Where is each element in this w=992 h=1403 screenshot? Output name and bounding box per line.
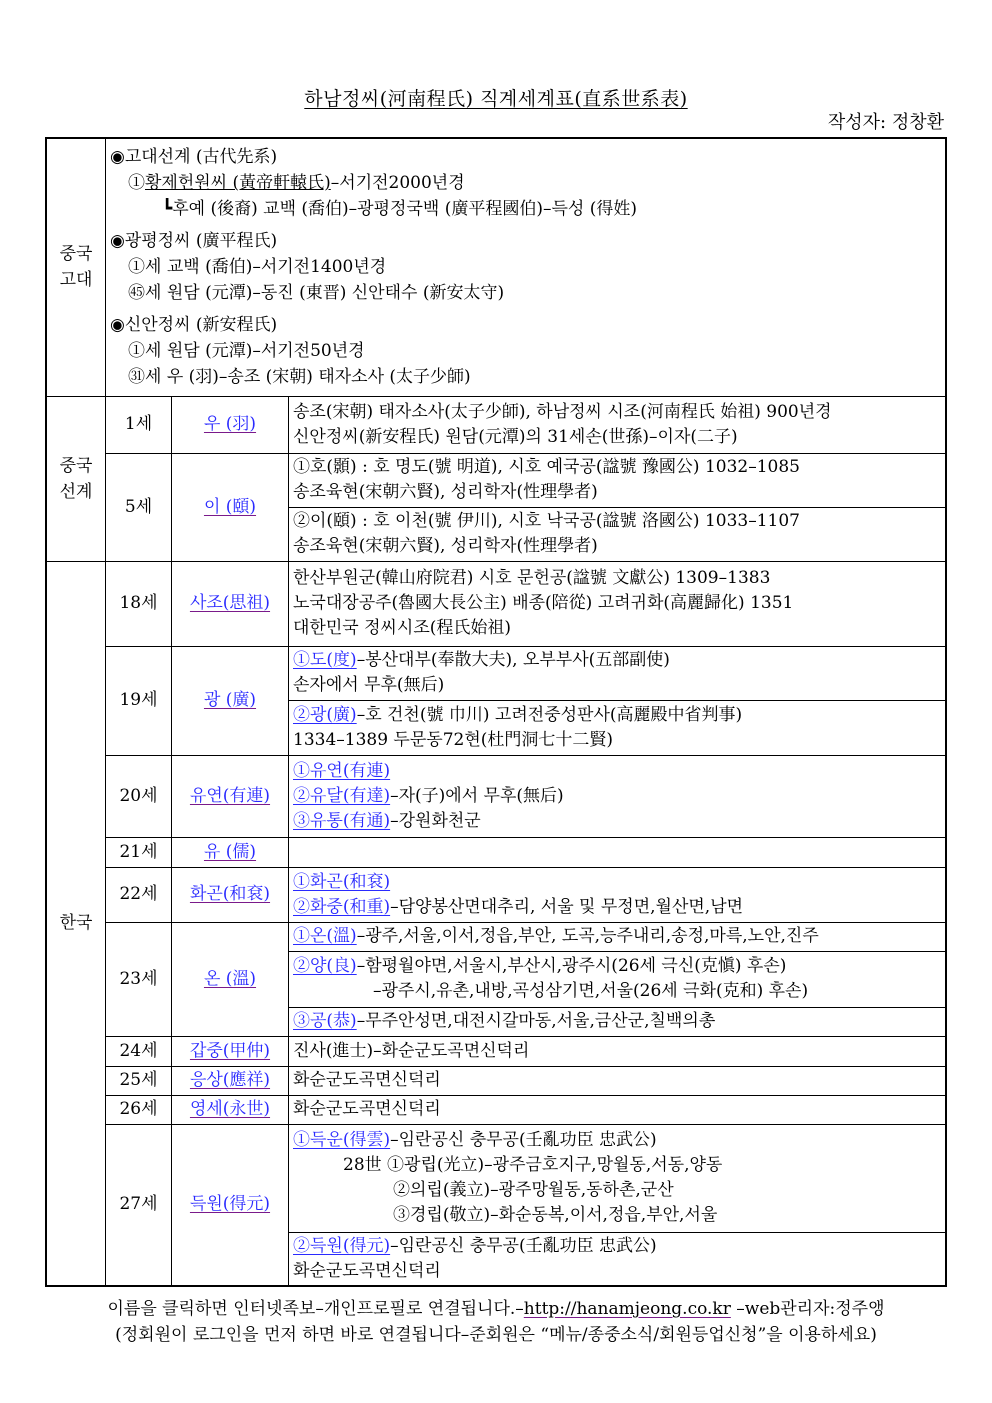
description-text: –강원화천군 [390, 810, 481, 831]
description-text: –무주안성면,대전시갈마동,서울,금산군,칠백의총 [356, 1011, 716, 1031]
description-line [293, 1178, 941, 1203]
generation-row [46, 1066, 946, 1095]
descendant-link[interactable]: ②양(良) [293, 956, 357, 976]
generation-number: 23세 [106, 922, 172, 1036]
ancestor-name-link[interactable]: 갑중(甲仲) [189, 1040, 271, 1061]
ancestor-name-link[interactable]: 유연(有連) [189, 785, 271, 806]
description-line [293, 759, 941, 784]
description-text: 1334–1389 두문동72현(杜門洞七十二賢) [293, 729, 614, 750]
description-text: ①호(顥) : 호 명도(號 明道), 시호 예국공(諡號 豫國公) 1032–1085 [293, 457, 800, 477]
description-text: –함평월야면,서울시,부산시,광주시(26세 극신(克愼) 후손) [356, 956, 787, 976]
description-line [293, 1153, 941, 1178]
generation-row [46, 646, 946, 700]
description-line [293, 616, 941, 641]
generation-number: 20세 [106, 755, 172, 837]
author-label: 작성자: 정창환 [827, 112, 944, 133]
description-line [293, 1259, 941, 1284]
ancestor-name-cell [172, 561, 289, 646]
ancestor-name-cell [172, 646, 289, 755]
ancestor-name-cell [172, 1036, 289, 1066]
description-text: –호 건천(號 巾川) 고려전중성판사(高麗殿中省判事) [356, 704, 743, 725]
description-text: ②의립(義立)–광주망월동,동하촌,군산 [393, 1180, 674, 1200]
description-line [293, 534, 941, 559]
ancestor-name-cell [172, 922, 289, 1036]
ancient-line [110, 254, 941, 280]
footer-admin: –web관리자:정주앵 [730, 1299, 885, 1319]
description-text: 대한민국 정씨시조(程氏始祖) [293, 618, 512, 638]
ancestor-name-link[interactable]: 이 (頤) [203, 496, 257, 517]
description-line [293, 1203, 941, 1228]
description-line [293, 566, 941, 591]
description-cell [289, 1232, 947, 1286]
ancient-lineage-cell [106, 138, 947, 396]
ancestor-name-link[interactable]: 화곤(和袞) [189, 884, 271, 904]
ancestor-name-link[interactable]: 사조(思祖) [189, 593, 271, 613]
line-text: 세 우 (羽)–송조 (宋朝) 태자소사 (太子少師) [145, 367, 471, 388]
line-text: 세 원담 (元潭)–서기전50년경 [145, 341, 365, 362]
description-text: ②이(頤) : 호 이천(號 伊川), 시호 낙국공(諡號 洛國公) 1033–1107 [293, 511, 800, 531]
description-cell [289, 453, 947, 507]
description-text: –광주시,유촌,내방,곡성삼기면,서울(26세 극화(克和) 후손) [373, 981, 809, 1001]
homepage-link[interactable]: http://hanamjeong.co.kr [523, 1299, 731, 1319]
region-china-ancestors [46, 396, 106, 561]
description-text: ③경립(敬立)–화순동복,이서,정읍,부안,서울 [393, 1205, 718, 1225]
description-text: –임란공신 충무공(壬亂功臣 忠武公) [390, 1130, 657, 1150]
description-text: 화순군도곡면신덕리 [293, 1260, 441, 1281]
description-line [293, 1097, 941, 1122]
region-label-line: 중국 [59, 244, 93, 265]
descendant-link[interactable]: ③유통(有通) [293, 810, 391, 831]
line-text: 세 교백 (喬伯)–서기전1400년경 [145, 257, 387, 278]
descendant-link[interactable]: ①득운(得雲) [293, 1130, 391, 1150]
ancestor-name-cell [172, 1066, 289, 1095]
generation-number: 5세 [106, 453, 172, 561]
description-cell [289, 1007, 947, 1036]
ancestor-name-link[interactable]: 유 (儒) [203, 841, 257, 862]
description-line [293, 480, 941, 505]
description-cell [289, 1036, 947, 1066]
description-text: –담양봉산면대추리, 서울 및 무정면,월산면,남면 [390, 896, 744, 917]
description-text: 송조육현(宋朝六賢), 성리학자(性理學者) [293, 482, 598, 502]
ancestor-name-link[interactable]: 광 (廣) [203, 690, 257, 710]
description-line [293, 1009, 941, 1034]
description-cell [289, 396, 947, 453]
description-text: 송조(宋朝) 태자소사(太子少師), 하남정씨 시조(河南程氏 始祖) 900년경 [293, 401, 832, 422]
ancestor-name-cell [172, 453, 289, 561]
ancient-line [110, 170, 941, 196]
descendant-link[interactable]: ②광(廣) [293, 704, 357, 725]
generation-number: 19세 [106, 646, 172, 755]
generation-row [46, 755, 946, 837]
generation-row [46, 561, 946, 646]
generation-row [46, 453, 946, 507]
description-text: 한산부원군(韓山府院君) 시호 문헌공(諡號 文獻公) 1309–1383 [293, 568, 771, 588]
circled-number: ① [128, 173, 145, 194]
generation-row [46, 922, 946, 951]
generation-row [46, 837, 946, 867]
description-line [293, 895, 941, 920]
descendant-link[interactable]: ③공(恭) [293, 1011, 357, 1031]
description-line [293, 979, 941, 1004]
page-title [0, 84, 992, 111]
description-line [293, 924, 941, 949]
ancestor-name-cell [172, 396, 289, 453]
descendant-link[interactable]: ①화곤(和袞) [293, 871, 391, 892]
description-line [293, 954, 941, 979]
ancient-heading: ◉광평정씨 (廣平程氏) [110, 231, 278, 252]
generation-row [46, 867, 946, 922]
generation-number: 21세 [106, 837, 172, 867]
ancestor-name-link[interactable]: 우 (羽) [203, 414, 257, 434]
generation-row [46, 1036, 946, 1066]
description-text: 28世 ①광립(光立)–광주금호지구,망월동,서동,양동 [343, 1155, 723, 1175]
description-text: 손자에서 무후(無后) [293, 675, 445, 695]
region-china-ancient [46, 138, 106, 396]
description-cell [289, 1066, 947, 1095]
description-text: –자(子)에서 무후(無后) [390, 785, 564, 806]
description-line [293, 840, 941, 865]
generation-number: 27세 [106, 1124, 172, 1286]
description-line [293, 809, 941, 834]
description-cell [289, 951, 947, 1007]
descendant-link[interactable]: ②득원(得元) [293, 1235, 391, 1256]
description-line [293, 673, 941, 698]
descendant-link[interactable]: ①도(度) [293, 650, 357, 670]
description-cell [289, 507, 947, 561]
description-line [293, 1234, 941, 1259]
description-cell [289, 700, 947, 755]
description-text: –광주,서울,이서,정읍,부안, 도곡,능주내리,송정,마륵,노안,진주 [356, 926, 819, 946]
ancestor-name-link[interactable]: 온 (溫) [203, 968, 257, 989]
description-line [293, 870, 941, 895]
footer-note [0, 1296, 992, 1348]
description-line [293, 1068, 941, 1093]
circled-number: ① [128, 341, 145, 362]
region-label-line: 고대 [59, 270, 93, 291]
descendant-link[interactable]: ②화중(和重) [293, 896, 391, 917]
description-line [293, 648, 941, 673]
footer-line-2: (정회원이 로그인을 먼저 하면 바로 연결됩니다–준회원은 “메뉴/종중소식/회원등업신청”을 이용하세요) [115, 1325, 877, 1345]
description-line [293, 784, 941, 809]
descendant-link[interactable]: ①온(溫) [293, 926, 357, 946]
lineage-table [45, 137, 947, 1287]
ancient-line [110, 196, 941, 222]
description-text: –임란공신 충무공(壬亂功臣 忠武公) [390, 1235, 657, 1256]
description-cell [289, 837, 947, 867]
description-text: 노국대장공주(魯國大長公主) 배종(陪從) 고려귀화(高麗歸化) 1351 [293, 593, 794, 613]
description-text: 진사(進士)–화순군도곡면신덕리 [293, 1040, 530, 1061]
circled-number: ① [128, 257, 145, 278]
description-line [293, 728, 941, 753]
description-line [293, 1128, 941, 1153]
page-title-text: 하남정씨(河南程氏) 직계세계표(直系世系表) [304, 88, 688, 110]
description-line [293, 1039, 941, 1064]
line-text: 세 원담 (元潭)–동진 (東晋) 신안태수 (新安太守) [145, 283, 505, 304]
description-line [293, 425, 941, 450]
ancestor-name-cell [172, 1095, 289, 1124]
description-line [293, 703, 941, 728]
generation-number: 24세 [106, 1036, 172, 1066]
ancestor-name-cell [172, 837, 289, 867]
description-line [293, 509, 941, 534]
ancient-block-2 [110, 228, 941, 306]
generation-row [46, 396, 946, 453]
description-text: –봉산대부(奉散大夫), 오부부사(五部副使) [356, 650, 670, 670]
ancient-row [46, 138, 946, 396]
description-text: 송조육현(宋朝六賢), 성리학자(性理學者) [293, 536, 598, 556]
region-korea: 한국 [46, 561, 106, 1286]
descendant-link[interactable]: ②유달(有達) [293, 785, 391, 806]
ancestor-name-cell [172, 1124, 289, 1286]
ancestor-name-link[interactable]: 영세(永世) [189, 1099, 271, 1119]
ancient-line [110, 280, 941, 306]
description-text: 화순군도곡면신덕리 [293, 1099, 441, 1119]
region-label-line: 중국 [59, 455, 93, 476]
descendant-link[interactable]: ①유연(有連) [293, 760, 391, 781]
description-cell [289, 1095, 947, 1124]
description-cell [289, 867, 947, 922]
generation-number: 25세 [106, 1066, 172, 1095]
description-cell [289, 646, 947, 700]
description-cell [289, 1124, 947, 1232]
ancient-heading: ◉고대선계 (古代先系) [110, 147, 278, 168]
description-line [293, 455, 941, 480]
generation-row [46, 1124, 946, 1232]
ancient-block-3 [110, 312, 941, 390]
description-cell [289, 755, 947, 837]
ancestor-name-link[interactable]: 응상(應祥) [189, 1070, 271, 1090]
ancient-line [110, 364, 941, 390]
corner-bracket-icon: ┗ [162, 199, 173, 220]
ancient-heading: ◉신안정씨 (新安程氏) [110, 315, 278, 336]
description-cell [289, 561, 947, 646]
ancient-line [110, 338, 941, 364]
ancestor-name-cell [172, 867, 289, 922]
generation-number: 1세 [106, 396, 172, 453]
generation-number: 22세 [106, 867, 172, 922]
ancestor-name-link[interactable]: 득원(得元) [189, 1194, 271, 1215]
description-line [293, 591, 941, 616]
generation-number: 18세 [106, 561, 172, 646]
description-text: 신안정씨(新安程氏) 원담(元潭)의 31세손(世孫)–이자(二子) [293, 426, 738, 447]
footer-line-1 [0, 1296, 992, 1322]
description-cell [289, 922, 947, 951]
circled-number: ㊺ [128, 283, 145, 304]
line-text: 후예 (後裔) 교백 (喬伯)–광평정국백 (廣平程國伯)–득성 (得姓) [172, 199, 637, 220]
region-label-line: 선계 [59, 481, 93, 502]
description-text: 화순군도곡면신덕리 [293, 1070, 441, 1090]
footer-text: 이름을 클릭하면 인터넷족보–개인프로필로 연결됩니다.– [107, 1299, 524, 1319]
generation-number: 26세 [106, 1095, 172, 1124]
generation-row [46, 1095, 946, 1124]
ancient-block-1 [110, 144, 941, 222]
ancestor-name-cell [172, 755, 289, 837]
underlined-name: 황제헌원씨 (黃帝軒轅氏) [145, 173, 331, 194]
description-line [293, 400, 941, 425]
line-text: –서기전2000년경 [330, 173, 465, 194]
circled-number: ㉛ [128, 367, 145, 388]
